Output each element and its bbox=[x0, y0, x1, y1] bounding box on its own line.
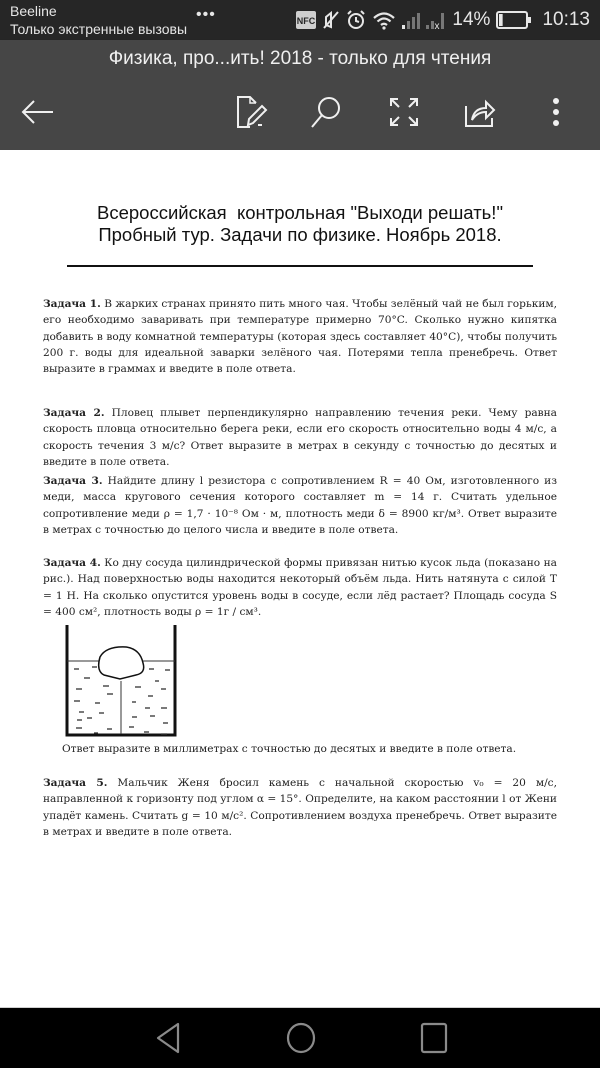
clock: 10:13 bbox=[542, 9, 590, 30]
task-label: Задача 1. bbox=[43, 298, 101, 310]
task-text: В жарких странах принято пить много чая. Чтобы зелёный чай не был горьким, его необходимо заваривать при температуре примерно 70°C. Сколько нужно кипятка добавить в воду комнатной температуры (которая здесь составляет 40°C), чтобы получить 200 г. воды для идеальной заварки зелёного чая. Потерями тепла пренебречь. Ответ выразите в граммах и введите в поле ответа. bbox=[43, 298, 557, 376]
battery-percent: 14% bbox=[452, 9, 491, 30]
task-4 bbox=[43, 555, 557, 620]
share-icon bbox=[464, 96, 496, 128]
back-button[interactable] bbox=[18, 92, 58, 132]
document-title: Физика, про...ить! 2018 - только для чтения bbox=[108, 48, 492, 69]
nfc-icon bbox=[296, 11, 316, 29]
nav-back-button[interactable] bbox=[148, 1018, 188, 1058]
document-page[interactable] bbox=[0, 150, 600, 1008]
more-notifications-indicator: ••• bbox=[196, 6, 216, 23]
task-label: Задача 2. bbox=[43, 407, 105, 419]
fullscreen-button[interactable] bbox=[384, 92, 424, 132]
arrow-left-icon bbox=[21, 100, 55, 124]
task-label: Задача 3. bbox=[43, 475, 103, 487]
circle-home-icon bbox=[285, 1021, 317, 1055]
heading-line-1: Всероссийская контрольная "Выходи решать!" bbox=[96, 202, 504, 223]
status-bar bbox=[0, 0, 600, 40]
app-bar bbox=[0, 40, 600, 150]
navigation-bar bbox=[0, 1007, 600, 1068]
carrier-name: Beeline bbox=[10, 3, 57, 19]
wifi-icon bbox=[372, 10, 396, 30]
task-3 bbox=[43, 473, 557, 538]
task-text: Найдите длину l резистора с сопротивлением R = 40 Ом, изготовленного из меди, масса кругового сечения которого составляет m = 14 г. Считать удельное сопротивление меди ρ = 1,7 · 10⁻⁸ Ом · м, плотность меди δ = 8900 кг/м³. Ответ выразите в метрах с точностью до целого числа и введите в поле ответа. bbox=[43, 475, 558, 536]
heading-divider bbox=[67, 265, 533, 267]
nav-home-button[interactable] bbox=[281, 1018, 321, 1058]
task-5 bbox=[43, 775, 557, 840]
more-vertical-icon bbox=[551, 97, 561, 127]
edit-button[interactable] bbox=[232, 92, 272, 132]
task-label: Задача 5. bbox=[43, 777, 108, 789]
search-icon bbox=[310, 95, 342, 129]
task-label: Задача 4. bbox=[43, 557, 101, 569]
task-text: Пловец плывет перпендикулярно направлению течения реки. Чему равна скорость пловца относительно берега реки, если его скорость относительно воды 4 м/с, а скорость течения 3 м/с? Ответ выразите в метрах в секунду с точностью до десятых и введите в поле ответа. bbox=[43, 407, 558, 468]
task-2 bbox=[43, 405, 557, 470]
signal-icon bbox=[402, 10, 420, 30]
svg-text:NFC: NFC bbox=[297, 16, 316, 26]
svg-text:x: x bbox=[434, 21, 440, 30]
figure-caption: Ответ выразите в миллиметрах с точностью до десятых и введите в поле ответа. bbox=[62, 743, 517, 755]
heading-line-2: Пробный тур. Задачи по физике. Ноябрь 2018. bbox=[98, 224, 502, 245]
alarm-icon bbox=[346, 10, 366, 30]
signal-no-sim-icon bbox=[426, 10, 446, 30]
vessel-figure bbox=[62, 623, 182, 744]
fullscreen-icon bbox=[389, 97, 419, 127]
edit-document-icon bbox=[236, 95, 268, 129]
carrier-status: Только экстренные вызовы bbox=[10, 21, 188, 37]
task-text: Ко дну сосуда цилиндрической формы привязан нитью кусок льда (показано на рис.). Над поверхностью воды находится некоторый объём льда. Нить натянута с силой T = 1 Н. На сколько опустится уровень воды в сосуде, если лёд растает? Площадь сосуда S = 400 см², плотность воды ρ = 1г / см³. bbox=[43, 557, 557, 618]
battery-level bbox=[499, 14, 503, 26]
task-text: Мальчик Женя бросил камень с начальной скоростью v₀ = 20 м/с, направленной к горизонту под углом α = 15°. Определите, на каком расстоянии l от Жени упадёт камень. Считать g = 10 м/с². Сопротивлением воздуха пренебречь. Ответ выразите в метрах и введите в поле ответа. bbox=[43, 777, 557, 838]
nav-recents-button[interactable] bbox=[414, 1018, 454, 1058]
triangle-back-icon bbox=[155, 1022, 181, 1054]
share-button[interactable] bbox=[460, 92, 500, 132]
ice-chunk bbox=[99, 647, 144, 679]
square-recents-icon bbox=[420, 1022, 448, 1054]
search-button[interactable] bbox=[306, 92, 346, 132]
more-options-button[interactable] bbox=[536, 92, 576, 132]
document-heading bbox=[0, 202, 600, 246]
task-1 bbox=[43, 296, 557, 377]
battery-icon bbox=[496, 10, 532, 30]
vibrate-off-icon bbox=[322, 10, 340, 30]
